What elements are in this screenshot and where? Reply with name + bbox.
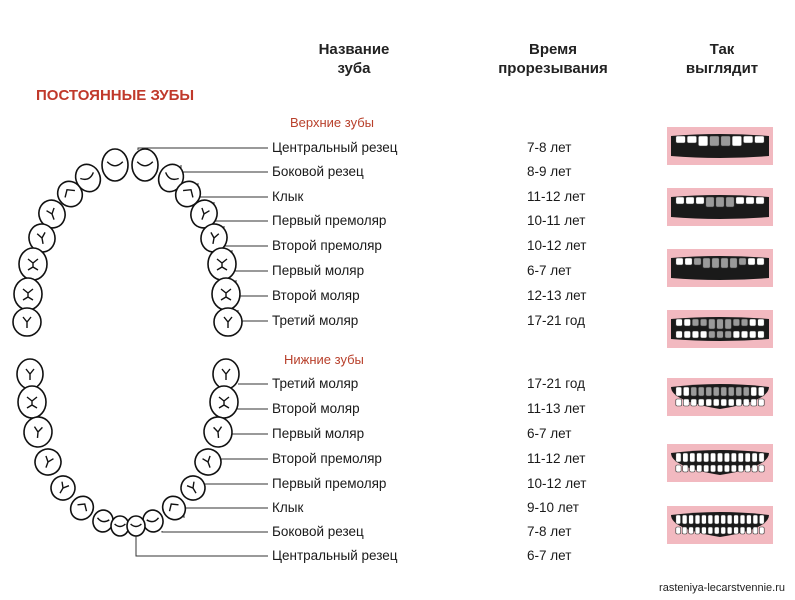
upper-tooth [743, 387, 749, 396]
lower-row-3-time: 6-7 лет [527, 426, 572, 441]
lower-row-7-time: 7-8 лет [527, 524, 572, 539]
upper-tooth [732, 136, 742, 146]
mouth-illustration-6 [667, 444, 773, 482]
watermark: rasteniya-lecarstvennie.ru [659, 582, 785, 594]
upper-tooth [692, 319, 699, 326]
lower-tooth [752, 465, 757, 472]
upper-tooth [694, 258, 701, 265]
lower-tooth [708, 527, 713, 534]
upper-tooth [739, 258, 746, 265]
mouth-illustration-1 [667, 127, 773, 165]
lower-row-6-name: Клык [272, 500, 304, 515]
lower-tooth [689, 527, 694, 534]
upper-tooth [682, 515, 687, 524]
lower-row-1-name: Третий моляр [272, 376, 359, 391]
upper-tooth [683, 453, 688, 462]
upper-tooth [689, 515, 694, 524]
lower-tooth-5 [23, 416, 54, 448]
upper-tooth [700, 319, 707, 326]
upper-leader-4 [214, 202, 268, 221]
upper-tooth [698, 136, 708, 146]
lower-arch [17, 359, 239, 536]
lower-tooth [710, 465, 715, 472]
upper-tooth [712, 258, 719, 268]
lower-tooth [697, 465, 702, 472]
lower-tooth [727, 527, 732, 534]
upper-tooth [695, 515, 700, 524]
lower-tooth [684, 331, 691, 338]
lower-tooth [728, 399, 734, 406]
upper-row-4-name: Первый премоляр [272, 213, 387, 228]
lower-tooth [676, 399, 682, 406]
lower-tooth [731, 465, 736, 472]
upper-row-2-name: Боковой резец [272, 164, 364, 179]
lower-tooth [714, 527, 719, 534]
lower-tooth [717, 465, 722, 472]
upper-tooth [753, 515, 758, 524]
upper-tooth [758, 319, 765, 326]
upper-tooth [676, 197, 684, 204]
upper-row-3-time: 11-12 лет [527, 189, 586, 204]
lower-tooth [749, 331, 756, 338]
lower-tooth [759, 465, 764, 472]
mouth-illustration-3 [667, 249, 773, 287]
upper-tooth-11 [19, 248, 47, 280]
upper-tooth [676, 136, 686, 143]
lower-tooth [758, 331, 765, 338]
upper-tooth [721, 515, 726, 524]
upper-tooth [747, 515, 752, 524]
upper-tooth [716, 197, 724, 207]
lower-tooth [741, 331, 748, 338]
upper-row-1-time: 7-8 лет [527, 140, 572, 155]
upper-leader-5 [224, 226, 268, 246]
lower-tooth [683, 465, 688, 472]
page-title: ПОСТОЯННЫЕ ЗУБЫ [36, 87, 195, 104]
lower-leader-7 [162, 531, 268, 532]
upper-row-7-time: 12-13 лет [527, 288, 587, 303]
upper-leader-2 [181, 165, 268, 172]
upper-tooth [759, 515, 764, 524]
lower-tooth-8 [191, 445, 224, 478]
upper-tooth [726, 197, 734, 207]
lower-tooth-6 [203, 416, 234, 448]
lower-tooth [709, 331, 716, 338]
upper-row-8-name: Третий моляр [272, 313, 359, 328]
lower-row-4-name: Второй премоляр [272, 451, 382, 466]
upper-tooth-12 [208, 248, 236, 280]
lower-teeth-title: Нижние зубы [284, 352, 364, 367]
lower-row-4-time: 11-12 лет [527, 451, 586, 466]
upper-tooth [714, 515, 719, 524]
lower-tooth [692, 331, 699, 338]
lower-tooth [703, 465, 708, 472]
upper-tooth [721, 258, 728, 268]
upper-tooth [733, 319, 740, 326]
lower-tooth-3 [18, 386, 46, 418]
lower-row-6-time: 9-10 лет [527, 500, 579, 515]
upper-tooth [706, 387, 712, 396]
upper-tooth [685, 258, 692, 265]
tooth-outline [102, 149, 128, 181]
lower-tooth [758, 399, 764, 406]
lower-tooth [734, 527, 739, 534]
upper-row-1-name: Центральный резец [272, 140, 398, 155]
lower-row-1-time: 17-21 год [527, 376, 585, 391]
upper-tooth [743, 136, 753, 143]
upper-tooth [746, 197, 754, 204]
upper-tooth [676, 515, 681, 524]
lower-row-5-name: Первый премоляр [272, 476, 387, 491]
upper-leader-7 [236, 280, 268, 296]
upper-tooth [696, 197, 704, 204]
lower-tooth [695, 527, 700, 534]
upper-tooth [676, 319, 683, 326]
lower-leader-8 [136, 536, 268, 556]
lower-tooth [753, 527, 758, 534]
upper-tooth [690, 453, 695, 462]
upper-tooth [738, 453, 743, 462]
lower-tooth [745, 465, 750, 472]
upper-tooth [706, 197, 714, 207]
upper-leader-6 [232, 250, 268, 271]
upper-tooth [734, 515, 739, 524]
header-eruption-time: Время прорезывания [498, 41, 608, 77]
upper-tooth [710, 136, 720, 146]
upper-tooth [752, 453, 757, 462]
upper-tooth-13 [14, 278, 42, 310]
lower-tooth [676, 465, 681, 472]
mouth-illustration-7 [667, 506, 773, 544]
upper-leader-3 [198, 183, 268, 197]
upper-tooth [683, 387, 689, 396]
lower-tooth [759, 527, 764, 534]
lower-tooth-4 [210, 386, 238, 418]
mouth-illustration-4 [667, 310, 773, 348]
upper-tooth [686, 197, 694, 204]
lower-row-2-name: Второй моляр [272, 401, 360, 416]
upper-tooth [736, 387, 742, 396]
lower-tooth [717, 331, 724, 338]
upper-row-3-name: Клык [272, 189, 304, 204]
lower-row-3-name: Первый моляр [272, 426, 365, 441]
upper-row-5-time: 10-12 лет [527, 238, 587, 253]
upper-tooth [684, 319, 691, 326]
upper-tooth [727, 515, 732, 524]
lower-tooth [702, 527, 707, 534]
upper-tooth [676, 387, 682, 396]
upper-tooth [745, 453, 750, 462]
upper-tooth [728, 387, 734, 396]
upper-tooth [756, 197, 764, 204]
upper-tooth-2 [132, 149, 158, 181]
lower-tooth-2 [213, 359, 239, 389]
upper-tooth [741, 319, 748, 326]
lower-tooth-16 [127, 516, 145, 536]
upper-tooth [749, 319, 756, 326]
upper-tooth [748, 258, 755, 265]
upper-row-8-time: 17-21 год [527, 313, 585, 328]
upper-tooth [757, 258, 764, 265]
lower-row-7-name: Боковой резец [272, 524, 364, 539]
tooth-outline [132, 149, 158, 181]
upper-tooth [676, 453, 681, 462]
lower-tooth [725, 331, 732, 338]
upper-tooth [703, 258, 710, 268]
lower-tooth [747, 527, 752, 534]
mouth-illustration-2 [667, 188, 773, 226]
upper-tooth [717, 319, 724, 329]
upper-tooth [721, 136, 731, 146]
upper-leader-1 [138, 148, 268, 150]
lower-tooth [706, 399, 712, 406]
upper-tooth [730, 258, 737, 268]
upper-row-6-name: Первый моляр [272, 263, 365, 278]
lower-tooth [733, 331, 740, 338]
upper-tooth [697, 453, 702, 462]
upper-tooth [721, 387, 727, 396]
lower-tooth [698, 399, 704, 406]
lower-tooth [743, 399, 749, 406]
lower-tooth [682, 527, 687, 534]
upper-tooth [713, 387, 719, 396]
lower-tooth [738, 465, 743, 472]
lower-tooth [740, 527, 745, 534]
mouth-illustration-5 [667, 378, 773, 416]
upper-tooth [687, 136, 697, 143]
upper-tooth [755, 136, 765, 143]
lower-row-5-time: 10-12 лет [527, 476, 587, 491]
upper-tooth [691, 387, 697, 396]
upper-tooth [717, 453, 722, 462]
lower-tooth [713, 399, 719, 406]
lower-tooth [700, 331, 707, 338]
lower-tooth [676, 331, 683, 338]
upper-row-2-time: 8-9 лет [527, 164, 572, 179]
upper-tooth-15 [13, 308, 41, 336]
upper-tooth [759, 453, 764, 462]
header-looks-like: Так выглядит [685, 41, 759, 77]
upper-tooth [725, 319, 732, 329]
upper-row-4-time: 10-11 лет [527, 213, 586, 228]
lower-row-2-time: 11-13 лет [527, 401, 586, 416]
upper-row-7-name: Второй моляр [272, 288, 360, 303]
upper-tooth [703, 453, 708, 462]
header-tooth-name: Название зуба [318, 41, 390, 77]
lower-tooth [691, 399, 697, 406]
upper-tooth [698, 387, 704, 396]
lower-tooth [683, 399, 689, 406]
upper-tooth-1 [102, 149, 128, 181]
lower-tooth [721, 527, 726, 534]
upper-arch [13, 149, 242, 336]
upper-tooth [740, 515, 745, 524]
upper-teeth-title: Верхние зубы [290, 115, 375, 130]
upper-row-5-name: Второй премоляр [272, 238, 382, 253]
lower-leader-6 [184, 508, 268, 518]
upper-tooth [736, 197, 744, 204]
upper-tooth [751, 387, 757, 396]
mouth-illustrations [667, 127, 773, 544]
upper-tooth-16 [214, 308, 242, 336]
lower-tooth-7 [31, 445, 64, 478]
lower-tooth [690, 465, 695, 472]
upper-tooth [731, 453, 736, 462]
lower-tooth [751, 399, 757, 406]
lower-tooth-1 [17, 359, 43, 389]
lower-tooth [736, 399, 742, 406]
upper-tooth [708, 515, 713, 524]
upper-tooth [758, 387, 764, 396]
lower-tooth [721, 399, 727, 406]
upper-tooth [710, 453, 715, 462]
upper-row-6-time: 6-7 лет [527, 263, 572, 278]
lower-row-8-time: 6-7 лет [527, 548, 572, 563]
upper-tooth [709, 319, 716, 329]
upper-tooth-14 [212, 278, 240, 310]
upper-tooth [724, 453, 729, 462]
upper-tooth [676, 258, 683, 265]
lower-tooth [724, 465, 729, 472]
lower-row-8-name: Центральный резец [272, 548, 398, 563]
lower-tooth [676, 527, 681, 534]
upper-tooth [702, 515, 707, 524]
